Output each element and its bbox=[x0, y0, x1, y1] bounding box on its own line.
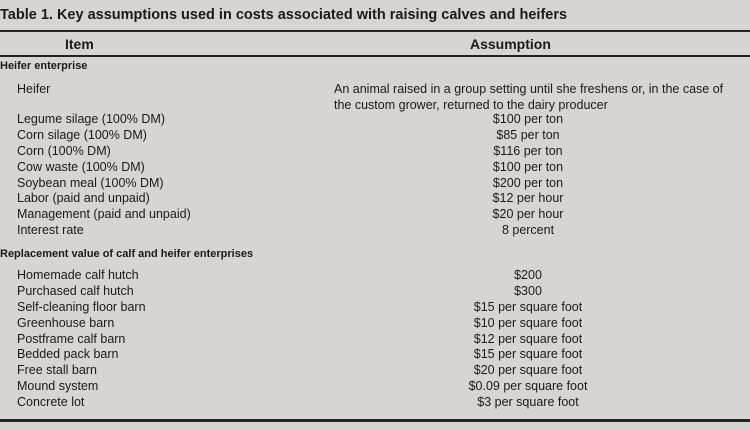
table-row bbox=[0, 284, 750, 300]
section-title-heifer-enterprise: Heifer enterprise bbox=[0, 60, 88, 72]
row-assumption: $85 per ton bbox=[496, 127, 560, 142]
table-row bbox=[0, 300, 750, 316]
table-row bbox=[0, 316, 750, 332]
row-assumption: $200 per ton bbox=[492, 175, 564, 190]
row-assumption: $15 per square foot bbox=[473, 347, 583, 362]
row-item: Corn (100% DM) bbox=[17, 143, 111, 158]
row-assumption: $20 per hour bbox=[492, 207, 564, 222]
row-assumption: $12 per hour bbox=[492, 191, 564, 206]
row-assumption: $15 per square foot bbox=[473, 299, 583, 314]
row-assumption: $300 bbox=[514, 283, 542, 298]
row-item: Corn silage (100% DM) bbox=[17, 127, 147, 142]
row-item: Bedded pack barn bbox=[17, 347, 119, 362]
row-item: Mound system bbox=[17, 379, 99, 394]
replacement-value-rows bbox=[0, 268, 750, 411]
column-header-item: Item bbox=[65, 36, 94, 52]
table-row bbox=[0, 268, 750, 284]
row-item: Management (paid and unpaid) bbox=[17, 207, 191, 222]
table-row bbox=[0, 160, 750, 176]
row-item: Postframe calf barn bbox=[17, 331, 126, 346]
row-item: Interest rate bbox=[17, 223, 84, 238]
row-item: Concrete lot bbox=[17, 395, 85, 410]
table-row bbox=[0, 363, 750, 379]
row-assumption: $100 per ton bbox=[492, 112, 564, 126]
row-assumption: $12 per square foot bbox=[473, 331, 583, 346]
table-row bbox=[0, 144, 750, 160]
row-assumption: $116 per ton bbox=[493, 143, 563, 158]
table-row bbox=[0, 347, 750, 363]
row-assumption: $3 per square foot bbox=[477, 395, 579, 410]
table-row bbox=[0, 191, 750, 207]
row-item: Self-cleaning floor barn bbox=[17, 299, 146, 314]
row-assumption: $0.09 per square foot bbox=[468, 379, 588, 394]
top-rule bbox=[0, 30, 750, 32]
row-assumption: $20 per square foot bbox=[473, 363, 583, 378]
table-row bbox=[0, 207, 750, 223]
row-item: Soybean meal (100% DM) bbox=[17, 175, 164, 190]
row-assumption: $100 per ton bbox=[492, 159, 564, 174]
header-rule bbox=[0, 55, 750, 57]
row-item: Heifer bbox=[17, 82, 51, 96]
row-assumption: $200 bbox=[514, 268, 542, 282]
table-row bbox=[0, 223, 750, 239]
table-row bbox=[0, 379, 750, 395]
row-item: Legume silage (100% DM) bbox=[17, 112, 165, 126]
table-row bbox=[0, 112, 750, 128]
table-row bbox=[0, 332, 750, 348]
row-item: Labor (paid and unpaid) bbox=[17, 191, 150, 206]
row-assumption: 8 percent bbox=[501, 223, 555, 238]
heifer-enterprise-rows bbox=[0, 112, 750, 239]
row-item: Homemade calf hutch bbox=[17, 268, 139, 282]
row-item: Purchased calf hutch bbox=[17, 283, 134, 298]
table-row bbox=[0, 395, 750, 411]
table-title: Table 1. Key assumptions used in costs associated with raising calves and heifers bbox=[0, 7, 568, 23]
row-item: Free stall barn bbox=[17, 363, 97, 378]
row-item: Cow waste (100% DM) bbox=[17, 159, 145, 174]
row-item: Greenhouse barn bbox=[17, 315, 115, 330]
section-title-replacement-value: Replacement value of calf and heifer enterprises bbox=[0, 248, 254, 260]
table-row bbox=[0, 128, 750, 144]
row-assumption: $10 per square foot bbox=[473, 315, 583, 330]
bottom-rule bbox=[0, 419, 750, 422]
table-row bbox=[0, 176, 750, 192]
column-header-assumption: Assumption bbox=[470, 36, 551, 52]
row-assumption: An animal raised in a group setting until she freshens or, in the case of the custom grower, returned to the dairy producer bbox=[334, 82, 724, 112]
